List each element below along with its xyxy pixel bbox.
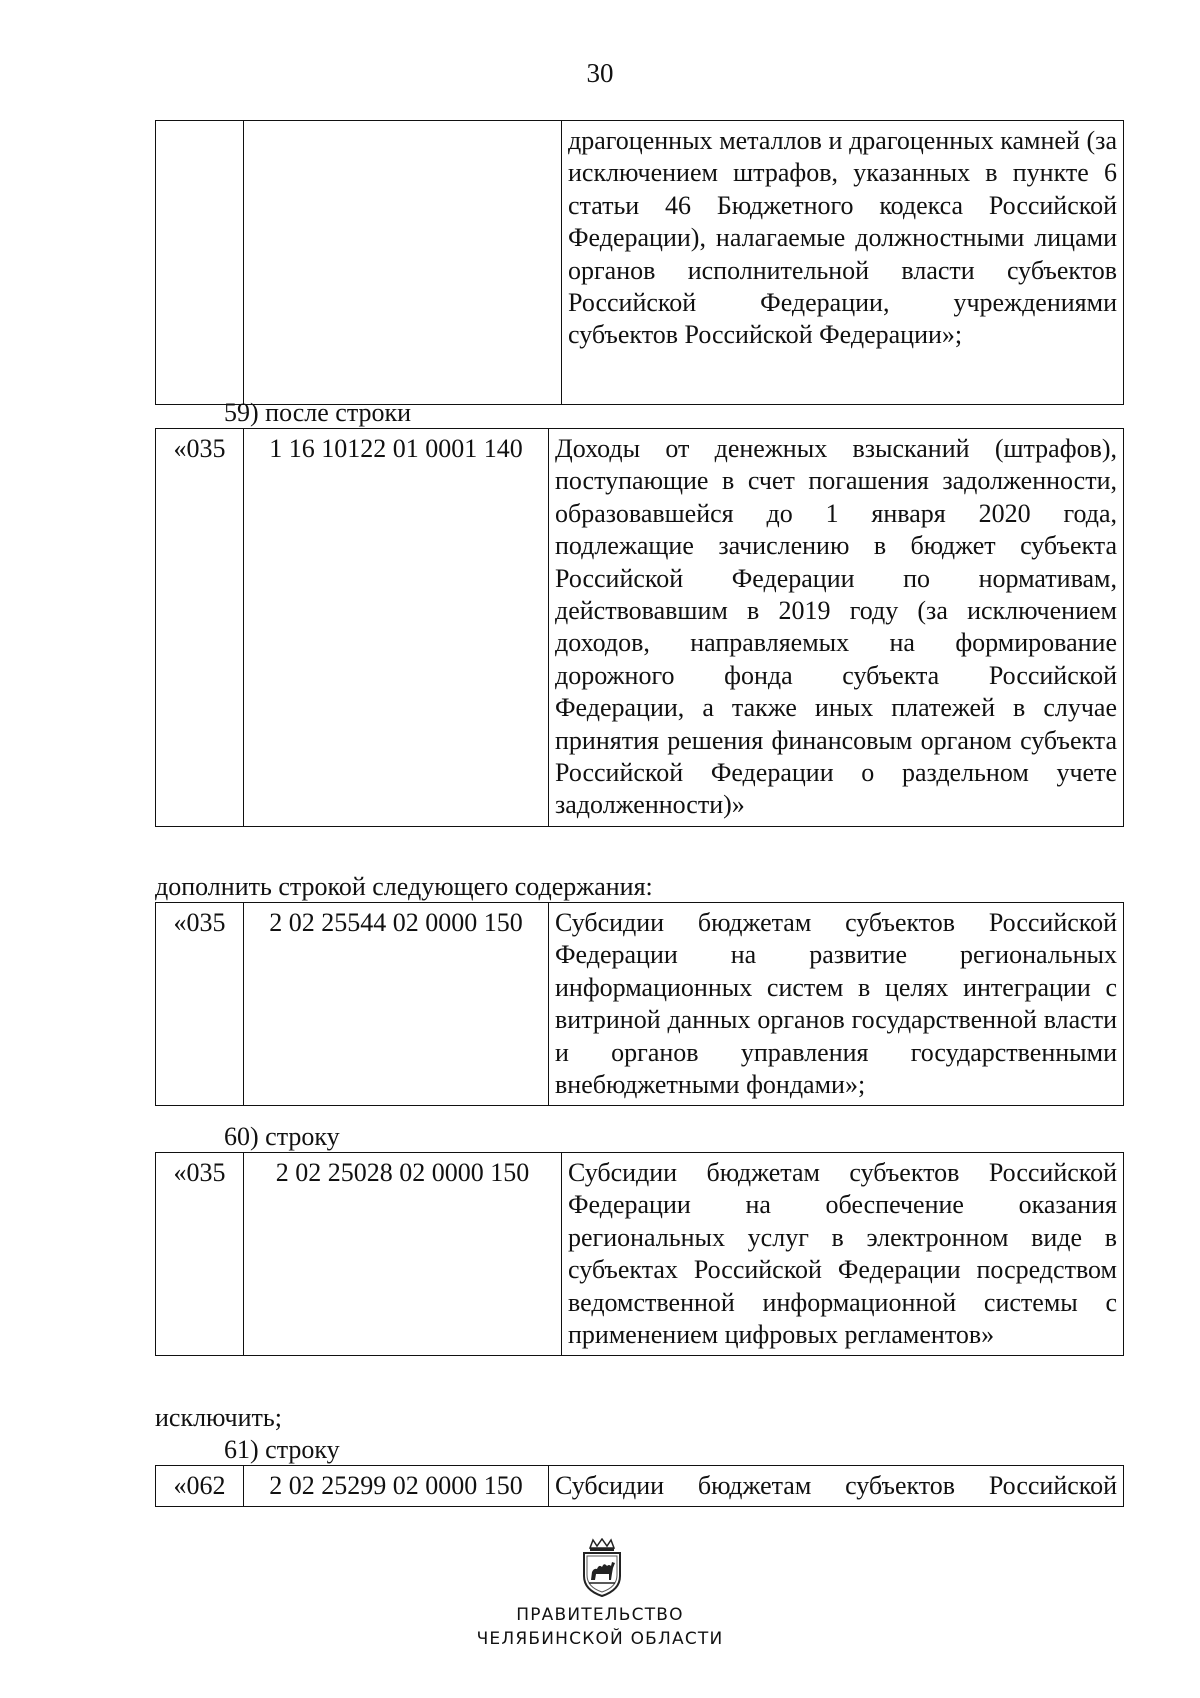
instruction-item-59: 59) после строки — [224, 398, 412, 427]
organization-name-line2: ЧЕЛЯБИНСКОЙ ОБЛАСТИ — [476, 1629, 724, 1649]
admin-code-cell — [156, 121, 244, 405]
instruction-add-row: дополнить строкой следующего содержания: — [155, 872, 653, 901]
organization-name-line1: ПРАВИТЕЛЬСТВО — [516, 1605, 684, 1625]
instruction-exclude: исключить; — [155, 1403, 282, 1432]
budget-table-row-after — [155, 428, 1124, 827]
description-cell: Субсидии бюджетам субъектов Российской Федерации на развитие региональных информационных систем в целях интеграции с витриной данных органов государственной власти и органов управления государственными внебюджетными фондами»; — [549, 903, 1124, 1106]
admin-code-cell: «035 — [156, 1153, 244, 1356]
instruction-item-60: 60) строку — [224, 1122, 340, 1151]
table-row — [156, 903, 1124, 1106]
page-number: 30 — [586, 58, 614, 88]
table-row — [156, 429, 1124, 827]
description-cell: Субсидии бюджетам субъектов Российской — [549, 1466, 1124, 1507]
table-row — [156, 1466, 1124, 1507]
budget-classification-code-cell: 2 02 25544 02 0000 150 — [244, 903, 549, 1106]
instruction-item-61: 61) строку — [224, 1435, 340, 1464]
description-cell: Субсидии бюджетам субъектов Российской Федерации на обеспечение оказания региональных услуг в электронном виде в субъектах Российской Федерации посредством ведомственной информационной системы с применением цифровых регламентов» — [562, 1153, 1124, 1356]
budget-classification-code-cell: 2 02 25299 02 0000 150 — [244, 1466, 549, 1507]
budget-classification-code-cell: 2 02 25028 02 0000 150 — [244, 1153, 562, 1356]
budget-table-row-61 — [155, 1465, 1124, 1507]
table-row — [156, 121, 1124, 405]
chelyabinsk-coat-of-arms-icon — [578, 1538, 626, 1598]
admin-code-cell: «035 — [156, 903, 244, 1106]
budget-table-continuation — [155, 120, 1124, 405]
budget-table-new-row — [155, 902, 1124, 1106]
admin-code-cell: «035 — [156, 429, 244, 827]
budget-classification-code-cell — [244, 121, 562, 405]
description-cell: драгоценных металлов и драгоценных камней (за исключением штрафов, указанных в пункте 6 статьи 46 Бюджетного кодекса Российской Федерации), налагаемые должностными лицами органов исполнительной власти субъектов Российской Федерации, учреждениями субъектов Российской Федерации»; — [562, 121, 1124, 405]
description-cell: Доходы от денежных взысканий (штрафов), поступающие в счет погашения задолженности, образовавшейся до 1 января 2020 года, подлежащие зачислению в бюджет субъекта Российской Федерации по нормативам, действовавшим в 2019 году (за исключением доходов, направляемых на формирование дорожного фонда субъекта Российской Федерации, а также иных платежей в случае принятия решения финансовым органом субъекта Российской Федерации о раздельном учете задолженности)» — [549, 429, 1124, 827]
table-row — [156, 1153, 1124, 1356]
budget-table-row-to-exclude — [155, 1152, 1124, 1356]
budget-classification-code-cell: 1 16 10122 01 0001 140 — [244, 429, 549, 827]
admin-code-cell: «062 — [156, 1466, 244, 1507]
